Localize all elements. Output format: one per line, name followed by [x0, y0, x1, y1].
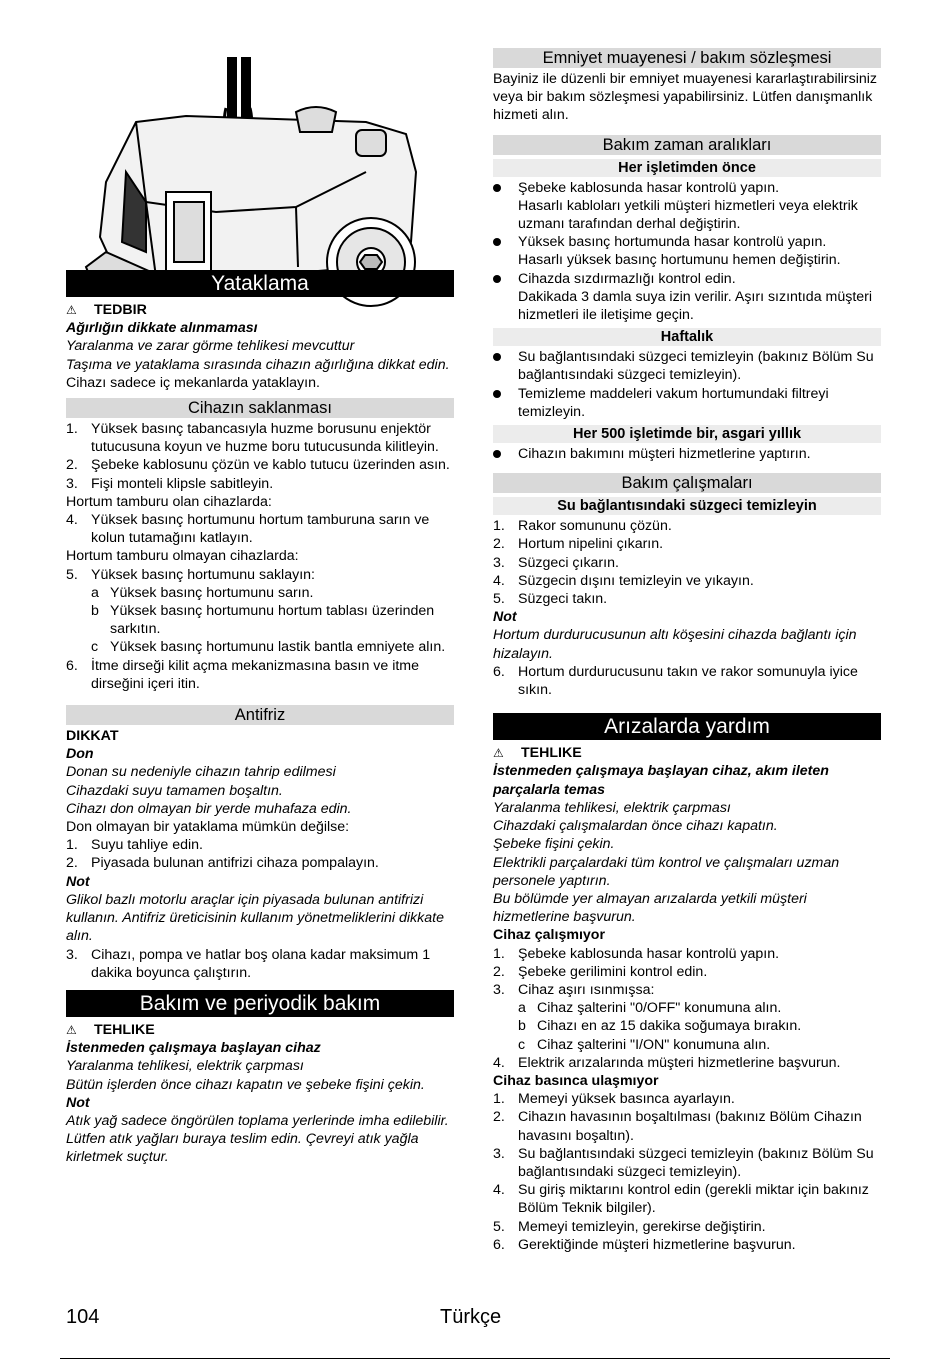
section-title-faults: Arızalarda yardım	[493, 713, 881, 740]
fault-heading: Cihaz çalışmıyor	[493, 927, 605, 944]
warning-label	[66, 301, 454, 319]
list-item: c Cihaz şalterini "I/ON" konumuna alın.	[518, 1036, 771, 1053]
section-title-antifreeze: Antifriz	[66, 705, 454, 725]
danger-label	[66, 1021, 454, 1039]
antifreeze-list	[66, 836, 454, 872]
list-item: 2. Şebeke gerilimini kontrol edin.	[493, 963, 708, 980]
note-text: Glikol bazlı motorlu araçlar için piyasada bulunan antifrizi kullanın. Antifriz üreticisinin kullanım yönetmeliklerini dikkate alın.	[66, 891, 444, 945]
list-item: b Yüksek basınç hortumunu hortum tablası üzerinden sarkıtın.	[91, 603, 435, 638]
list-item: 1. Memeyi yüksek basınca ayarlayın.	[493, 1091, 735, 1108]
list-item: 2. Şebeke kablosunu çözün ve kablo tutucu üzerinden asın.	[66, 457, 450, 474]
paragraph: Hortum tamburu olmayan cihazlarda:	[66, 548, 299, 565]
danger-line: Yaralanma tehlikesi, elektrik çarpması	[66, 1058, 304, 1075]
fault-list	[493, 1054, 881, 1072]
list-item: 5. Memeyi temizleyin, gerekirse değiştirin.	[493, 1218, 766, 1235]
paragraph: Bayiniz ile düzenli bir emniyet muayenesi kararlaştırabilirsiniz veya bir bakım sözleşmesi yapabilirsiniz. Lütfen danışmanlık hizmeti alın.	[493, 71, 878, 124]
storage-list	[66, 566, 454, 584]
list-item: 1. Şebeke kablosunda hasar kontrolü yapın.	[493, 945, 780, 962]
list-item: 1. Rakor somununu çözün.	[493, 518, 672, 535]
page-number: 104	[66, 1306, 100, 1328]
list-item: Temizleme maddeleri vakum hortumundaki filtreyi temizleyin.	[493, 385, 881, 421]
fault-sublist	[493, 999, 881, 1054]
caution-line: Cihazdaki suyu tamamen boşaltın.	[66, 782, 283, 799]
weekly-list	[493, 348, 881, 421]
list-item: 6. Gerektiğinde müşteri hizmetlerine başvurun.	[493, 1236, 796, 1253]
fault-heading: Cihaz basınca ulaşmıyor	[493, 1072, 659, 1089]
section-title-works: Bakım çalışmaları	[493, 473, 881, 493]
list-item: 3. Cihaz aşırı ısınmışsa:	[493, 981, 655, 998]
before-list	[493, 179, 881, 325]
danger-line: Yaralanma tehlikesi, elektrik çarpması	[493, 799, 731, 816]
paragraph: Don olmayan bir yataklama mümkün değilse:	[66, 819, 350, 836]
list-item: 4. Yüksek basınç hortumunu hortum tamburuna sarın ve kolun tutamağını katlayın.	[66, 512, 430, 547]
list-item: Şebeke kablosunda hasar kontrolü yapın. Hasarlı kabloları yetkili müşteri hizmetleri veya elektrik uzmanı tarafından derhal değiştirin.	[493, 179, 881, 234]
section-title-maintenance: Bakım ve periyodik bakım	[66, 990, 454, 1017]
subsection-title-weekly: Haftalık	[493, 328, 881, 346]
caution-line: Cihazı don olmayan bir yerde muhafaza edin.	[66, 800, 352, 817]
yearly-list	[493, 445, 881, 463]
list-item: 5. Süzgeci takın.	[493, 591, 608, 608]
list-item: 2. Cihazın havasının boşaltılması (bakınız Bölüm Cihazın havasını boşaltın).	[493, 1109, 862, 1144]
danger-label-text: TEHLIKE	[521, 745, 582, 762]
list-item: 3. Su bağlantısındaki süzgeci temizleyin (bakınız Bölüm Su bağlantısındaki süzgeci temizleyin).	[493, 1145, 874, 1180]
antifreeze-list	[66, 946, 454, 982]
list-item: a Yüksek basınç hortumunu sarın.	[91, 584, 314, 601]
list-item: 6. Hortum durdurucusunu takın ve rakor somunuyla iyice sıkın.	[493, 663, 858, 699]
note-text: Atık yağ sadece öngörülen toplama yerlerinde imha edilebilir. Lütfen atık yağları buraya teslim edin. Çevreyi atık yağla kirletmek suçtur.	[66, 1112, 449, 1166]
warning-line: Taşıma ve yataklama sırasında cihazın ağırlığına dikkat edin.	[66, 356, 450, 373]
list-item: 1. Yüksek basınç tabancasıyla huzme borusunu enjektör tutucusuna koyun ve huzme boru tutucusunda kilitleyin.	[66, 421, 439, 456]
section-title-contract: Emniyet muayenesi / bakım sözleşmesi	[493, 48, 881, 68]
danger-line: Bu bölümde yer almayan arızalarda yetkili müşteri hizmetlerine başvurun.	[493, 890, 807, 926]
list-item: 4. Su giriş miktarını kontrol edin (gerekli miktar için bakınız Bölüm Teknik bilgiler).	[493, 1182, 869, 1217]
list-item: 3. Süzgeci çıkarın.	[493, 554, 619, 571]
list-item: 2. Hortum nipelini çıkarın.	[493, 536, 664, 553]
danger-title: İstenmeden çalışmaya başlayan cihaz, akım ileten parçalarla temas	[493, 763, 829, 798]
warning-label-text: TEDBIR	[94, 302, 147, 318]
subsection-title-before: Her işletimden önce	[493, 159, 881, 177]
danger-label-text: TEHLIKE	[94, 1021, 155, 1038]
list-item: Yüksek basınç hortumunda hasar kontrolü yapın. Hasarlı yüksek basınç hortumunu hemen değiştirin.	[493, 233, 881, 269]
storage-list	[66, 420, 454, 493]
danger-title: İstenmeden çalışmaya başlayan cihaz	[66, 1040, 321, 1057]
list-item: c Yüksek basınç hortumunu lastik bantla emniyete alın.	[91, 639, 446, 656]
subsection-title-yearly: Her 500 işletimde bir, asgari yıllık	[493, 425, 881, 443]
left-column	[66, 0, 454, 1167]
danger-line: Cihazdaki çalışmalardan önce cihazı kapatın.	[493, 818, 778, 835]
danger-line: Şebeke fişini çekin.	[493, 836, 615, 853]
list-item: Cihazın bakımını müşteri hizmetlerine yaptırın.	[493, 445, 881, 463]
note-label: Not	[493, 609, 517, 626]
caution-title: Don	[66, 746, 94, 763]
warning-title: Ağırlığın dikkate alınmaması	[66, 320, 258, 337]
warning-triangle-icon: ⚠	[66, 1022, 77, 1037]
caution-line: Donan su nedeniyle cihazın tahrip edilmesi	[66, 764, 336, 781]
storage-list	[66, 657, 454, 693]
list-item: 6. İtme dirseği kilit açma mekanizmasına basın ve itme dirseğini içeri itin.	[66, 657, 420, 692]
list-item: Su bağlantısındaki süzgeci temizleyin (bakınız Bölüm Su bağlantısındaki süzgeci temizleyin).	[493, 348, 881, 384]
list-item: 5. Yüksek basınç hortumunu saklayın:	[66, 566, 315, 583]
fault-list	[493, 1090, 881, 1254]
section-title-storage: Cihazın saklanması	[66, 398, 454, 418]
section-title-yataklama: Yataklama	[66, 270, 454, 297]
fault-list	[493, 945, 881, 1000]
caution-label: DIKKAT	[66, 728, 119, 745]
subsection-title-filter: Su bağlantısındaki süzgeci temizleyin	[493, 497, 881, 515]
list-item: b Cihazı en az 15 dakika soğumaya bırakın.	[518, 1018, 802, 1035]
section-title-intervals: Bakım zaman aralıkları	[493, 135, 881, 155]
list-item: 1. Suyu tahliye edin.	[66, 837, 203, 854]
right-column	[493, 0, 881, 1254]
works-list	[493, 663, 881, 699]
note-label: Not	[66, 873, 90, 890]
footer-language: Türkçe	[440, 1306, 502, 1328]
list-item: 3. Cihazı, pompa ve hatlar boş olana kadar maksimum 1 dakika boyunca çalıştırın.	[66, 946, 431, 981]
warning-triangle-icon: ⚠	[66, 303, 77, 317]
list-item: 3. Fişi monteli klipsle sabitleyin.	[66, 475, 274, 492]
works-list	[493, 517, 881, 608]
list-item: 4. Elektrik arızalarında müşteri hizmetlerine başvurun.	[493, 1054, 841, 1071]
storage-list	[66, 511, 454, 547]
note-text: Hortum durdurucusunun altı köşesini cihazda bağlantı için hizalayın.	[493, 627, 857, 662]
list-item: Cihazda sızdırmazlığı kontrol edin. Dakikada 3 damla suya izin verilir. Aşırı sızıntıda müşteri hizmetleri ile iletişime geçin.	[493, 270, 881, 325]
danger-line: Bütün işlerden önce cihazı kapatın ve şebeke fişini çekin.	[66, 1076, 425, 1093]
danger-label	[493, 744, 881, 762]
paragraph: Hortum tamburu olan cihazlarda:	[66, 493, 272, 510]
danger-line: Elektrikli parçalardaki tüm kontrol ve çalışmaları uzman personele yaptırın.	[493, 854, 840, 889]
list-item: a Cihaz şalterini "0/OFF" konumuna alın.	[518, 1000, 782, 1017]
paragraph: Cihazı sadece iç mekanlarda yataklayın.	[66, 374, 320, 391]
warning-line: Yaralanma ve zarar görme tehlikesi mevcuttur	[66, 338, 355, 355]
footer-divider	[60, 1358, 890, 1359]
storage-sublist	[66, 584, 454, 657]
note-label: Not	[66, 1094, 90, 1111]
list-item: 4. Süzgecin dışını temizleyin ve yıkayın.	[493, 572, 754, 589]
warning-triangle-icon: ⚠	[493, 746, 504, 761]
list-item: 2. Piyasada bulunan antifrizi cihaza pompalayın.	[66, 855, 379, 872]
